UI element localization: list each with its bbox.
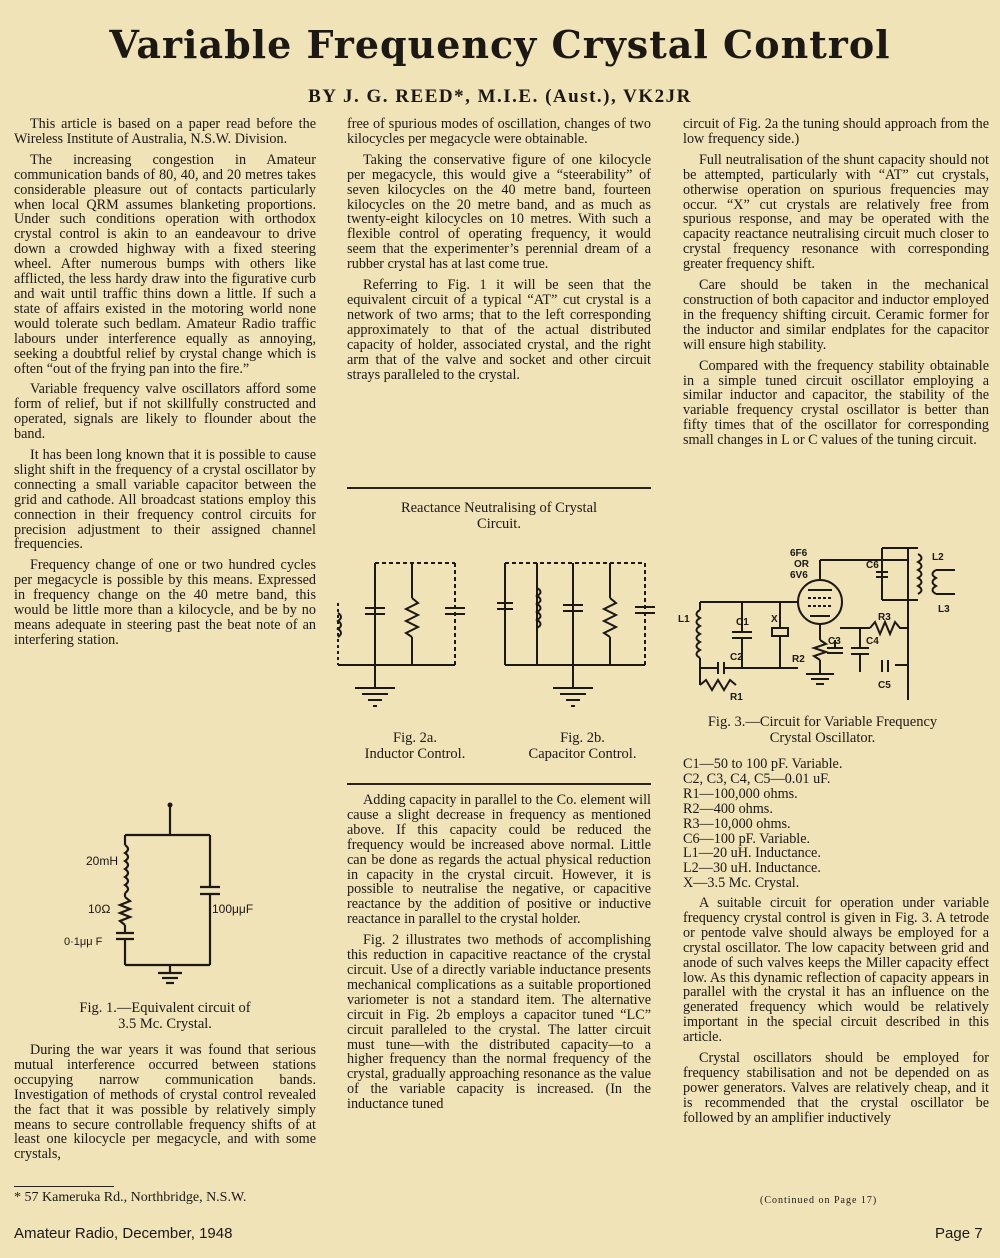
paragraph: This article is based on a paper read before the Wireless Institute of Australia, N.S.W. Division. (14, 116, 316, 147)
fig1-shunt-capacitor-label: 100μμF (212, 902, 254, 916)
byline: BY J. G. REED*, M.I.E. (Aust.), VK2JR (308, 86, 692, 107)
fig3-x-label: X (771, 614, 778, 625)
column-2 (347, 117, 651, 388)
footer-left: Amateur Radio, December, 1948 (14, 1225, 233, 1242)
fig2b-sublabel: Capacitor Control. (528, 746, 637, 762)
column-1-lower (14, 1043, 316, 1168)
fig3-tube-label: 6V6 (790, 570, 808, 581)
parts-list-item: C1—50 to 100 pF. Variable. (683, 756, 843, 772)
fig1-caption (14, 1000, 316, 1032)
fig3-c5-label: C5 (878, 680, 891, 691)
fig1-caption-line: 3.5 Mc. Crystal. (118, 1016, 212, 1032)
paragraph: circuit of Fig. 2a the tuning should approach from the low frequency side.) (683, 116, 989, 147)
column-3 (683, 117, 989, 454)
paragraph: Variable frequency valve oscillators afford some form of relief, but if not skillfully constructed and operated, signals are likely to flounder about the band. (14, 381, 316, 443)
parts-list (683, 757, 913, 891)
fig2b-caption (505, 730, 660, 762)
fig2a-caption (340, 730, 490, 762)
fig2a-sublabel: Inductor Control. (364, 746, 466, 762)
fig3-c1-label: C1 (736, 617, 749, 628)
fig3-c6-label: C6 (866, 560, 879, 571)
fig3-oscillator-circuit (670, 540, 970, 705)
paragraph: It has been long known that it is possible to cause slight shift in the frequency of a crystal oscillator by connecting a small variable capacitor between the grid and cathode. All broadcast stations employ this connection in their frequency control circuits for precision adjustment to their assigned channel frequencies. (14, 447, 316, 553)
paragraph: Fig. 2 illustrates two methods of accomplishing this reduction in capacitive reactance of the crystal circuit. Use of a directly variable inductance presents mechanical complications as a suitable proportioned variometer is not a standard item. The alternative circuit in Fig. 2b employs a capacitor tuned “LC” circuit paralleled to the crystal. The latter circuit must tune—with the distributed capacity—to a higher frequency than the normal frequency of the crystal, gradually approaching resonance as the value of the variable capacity is increased. (In the inductance tuned (347, 932, 651, 1113)
fig2a-inductor-control (330, 553, 480, 713)
fig2b-capacitor-control (495, 553, 665, 713)
paragraph: During the war years it was found that serious mutual interference occurred between stations occupying narrow communication bands. Investigation of methods of crystal control revealed the fact that it was possible by relatively simply means to secure controllable frequency shifts of at least one kilocycle per megacycle, and with some crystals, (14, 1042, 316, 1163)
fig2-heading (347, 500, 651, 532)
fig2-heading-line: Reactance Neutralising of Crystal (400, 500, 598, 516)
parts-list-item: L2—30 uH. Inductance. (683, 860, 821, 877)
footnote: * 57 Kameruka Rd., Northbridge, N.S.W. (14, 1190, 247, 1205)
fig2b-label: Fig. 2b. (560, 730, 605, 746)
column-2-lower (347, 793, 651, 1118)
fig1-inductor-label: 20mH (86, 854, 119, 868)
parts-list-item: R3—10,000 ohms. (683, 815, 791, 832)
paragraph: Compared with the frequency stability obtainable in a simple tuned circuit oscillator employing a similar inductor and capacitor, the stability of the variable frequency crystal oscillator is better than fifty times that of the oscillator for corresponding small changes in L or C values of the tuning circuit. (683, 357, 989, 449)
fig3-r3-label: R3 (878, 612, 891, 623)
footnote-rule (14, 1186, 114, 1187)
parts-list-item: C2, C3, C4, C5—0.01 uF. (683, 770, 831, 787)
paragraph: Taking the conservative figure of one kilocycle per megacycle, this would give a “steerability” of seven kilocycles on the 40 metre band, fourteen kilocycles on the 20 metre band, and as much as twenty-eight kilocycles on 10 metres. With such a flexible control of operating frequency, it would seem that the experimenter’s perennial dream of a rubber crystal has at last come true. (347, 151, 651, 273)
fig2a-label: Fig. 2a. (393, 730, 437, 746)
fig3-tube-label: OR (794, 559, 809, 570)
column-3-lower (683, 896, 989, 1132)
paragraph: A suitable circuit for operation under variable frequency crystal control is given in Fig. 3. A tetrode or pentode valve should always be employed for a crystal oscillator. The low capacity between grid and anode of such valves keeps the Miller capacity effect low. As this dynamic reflection of capacity appears in parallel with the crystal it has an influence on the generated frequency which would be relatively important in the special circuit described in this article. (683, 895, 989, 1046)
paragraph: Frequency change of one or two hundred cycles per megacycle is possible by this means. Expressed in frequency change on the 40 metre band, this would be little more than a kilocycle, and be by no means adequate in steering past the beat note of an interfering station. (14, 557, 316, 648)
parts-list-item: C6—100 pF. Variable. (683, 830, 811, 847)
fig1-resistor-label: 10Ω (88, 902, 111, 916)
fig3-caption-line: Crystal Oscillator. (769, 730, 876, 746)
figure-divider (347, 487, 651, 489)
fig3-c3-label: C3 (828, 636, 841, 647)
paragraph: Adding capacity in parallel to the Co. element will cause a slight decrease in frequency as mentioned above. If this capacity could be reduced the frequency would be increased above normal. Little can be done as regards the actual physical reduction in capacity in the crystal circuit. However, it is possible to neutralise the negative, or capacitive reactance by the addition of positive or inductive reactance in parallel to the crystal holder. (347, 792, 651, 928)
fig3-c2-label: C2 (730, 652, 743, 663)
paragraph: Full neutralisation of the shunt capacity should not be attempted, particularly with “AT” cut crystals, otherwise operation on spurious frequencies may occur. “X” cut crystals are relatively free from spurious response, and may be operated with the capacity reactance neutralising circuit much closer to crystal frequency resonance with corresponding greater frequency shift. (683, 151, 989, 273)
paragraph: free of spurious modes of oscillation, changes of two kilocycles per megacycle were obtainable. (347, 116, 651, 147)
fig3-c4-label: C4 (866, 636, 879, 647)
fig1-capacitor-label: 0·1μμ F (64, 936, 103, 948)
paragraph: Crystal oscillators should be employed for frequency stabilisation and not be depended on as power generators. Valves are relatively cheap, and it is recommended that the crystal oscillator be followed by an amplifier inductively (683, 1050, 989, 1126)
continued-note: (Continued on Page 17) (760, 1195, 878, 1206)
parts-list-item: X—3.5 Mc. Crystal. (683, 875, 800, 892)
fig3-l3-label: L3 (938, 604, 950, 615)
parts-list-item: R2—400 ohms. (683, 800, 773, 817)
parts-list-item: L1—20 uH. Inductance. (683, 845, 821, 862)
fig3-l1-label: L1 (678, 614, 690, 625)
fig1-equivalent-circuit (60, 795, 300, 995)
fig2-heading-line: Circuit. (477, 516, 521, 532)
parts-list-item: R1—100,000 ohms. (683, 785, 798, 802)
paragraph: Care should be taken in the mechanical construction of both capacitor and inductor employed in the frequency shifting circuit. Ceramic former for the inductor and similar endplates for the capacitor will ensure high stability. (683, 277, 989, 353)
paragraph: Referring to Fig. 1 it will be seen that the equivalent circuit of a typical “AT” cut crystal is a network of two arms; that to the left corresponding approximately to that of the actual distributed capacity of holder, associated crystal, and the right arm that of the valve and socket and other circuit strays paralleled to the crystal. (347, 277, 651, 383)
paragraph: The increasing congestion in Amateur communication bands of 80, 40, and 20 metres takes considerable pleasure out of contacts particularly when local QRM assumes blanketing proportions. Under such conditions operation with orthodox crystal control is akin to an eandeavour to drive down a crowded highway with a fixed steering wheel. After numerous bumps with others like afflicted, the less hardy draw into the figurative curb and wait until traffic thins down a little. If such a state of affairs existed in the motoring world none would tolerate such bedlam. Amateur Radio traffic labours under interference equally as annoying, seeking a doubtful relief by crystal change which is often “out of the frying pan into the fire.” (14, 151, 316, 377)
fig3-r1-label: R1 (730, 692, 743, 703)
article-title: Variable Frequency Crystal Control (109, 22, 891, 67)
fig3-caption-line: Fig. 3.—Circuit for Variable Frequency (707, 714, 938, 730)
column-1 (14, 117, 316, 654)
fig1-caption-line: Fig. 1.—Equivalent circuit of (79, 1000, 251, 1016)
fig3-l2-label: L2 (932, 552, 944, 563)
fig3-caption (665, 714, 980, 746)
fig3-tube-label: 6F6 (790, 548, 808, 559)
page-number: Page 7 (935, 1225, 983, 1242)
figure-divider (347, 783, 651, 785)
fig3-r2-label: R2 (792, 654, 805, 665)
